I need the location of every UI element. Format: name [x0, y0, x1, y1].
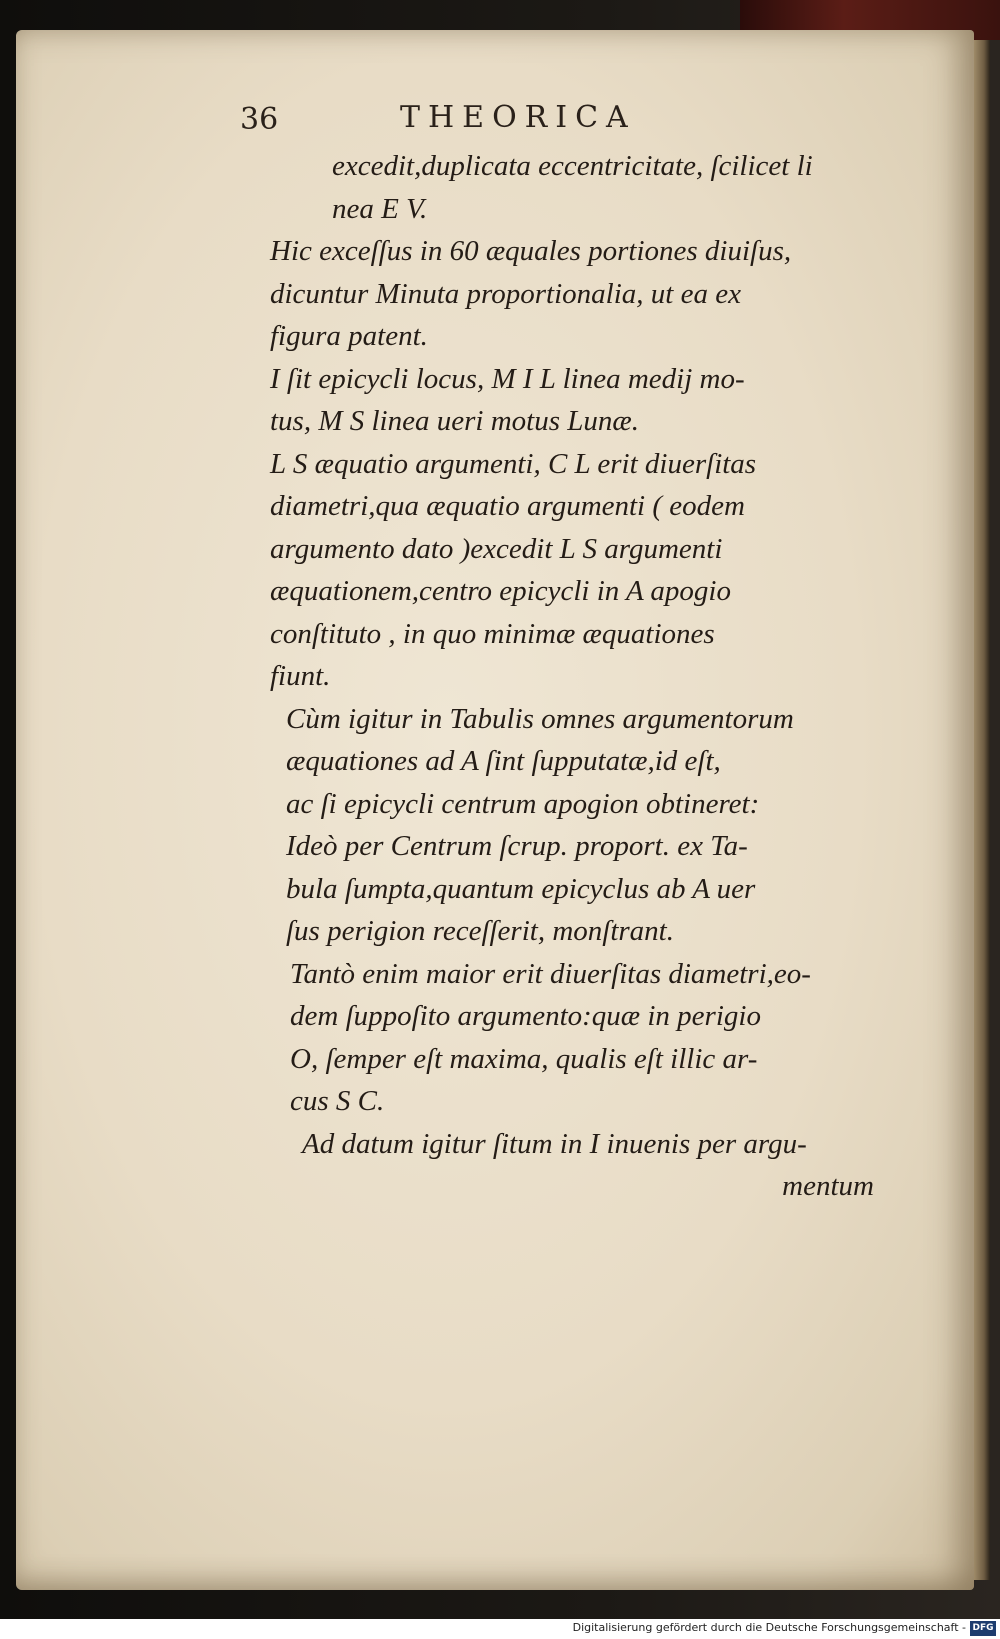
paragraph-1: [270, 145, 890, 230]
footer-bar: [0, 1619, 1000, 1639]
paragraph-5: [270, 698, 890, 953]
paragraph-6: [270, 953, 890, 1123]
text-line: I ſit epicycli locus, M I L linea medij mo-: [270, 362, 745, 395]
text-line: æquationem,centro epicycli in A apogio: [270, 575, 731, 607]
paragraph-7: [270, 1123, 890, 1208]
text-line: æquationes ad A ſint ſupputatæ,id eſt,: [286, 745, 721, 777]
text-line: argumento dato )excedit L S argumenti: [270, 532, 723, 565]
text-line: diametri,qua æquatio argumenti ( eodem: [270, 490, 745, 522]
text-line: conſtituto , in quo minimæ æquationes: [270, 617, 715, 650]
text-line: Ad datum igitur ſitum in I inuenis per argu-: [302, 1127, 807, 1160]
paragraph-4: [270, 443, 890, 698]
text-line: L S æquatio argumenti, C L erit diuerſitas: [270, 447, 757, 480]
text-line: Ideò per Centrum ſcrup. proport. ex Ta-: [286, 830, 748, 862]
text-line: Cùm igitur in Tabulis omnes argumentorum: [286, 702, 794, 735]
text-line: ac ſi epicycli centrum apogion obtineret:: [286, 787, 760, 820]
dfg-logo: DFG: [970, 1621, 996, 1636]
paragraph-2: [270, 230, 890, 358]
text-line: cus S C.: [290, 1085, 385, 1117]
text-line: ſus perigion receſſerit, monſtrant.: [286, 915, 674, 947]
text-line: bula ſumpta,quantum epicyclus ab A uer: [286, 872, 756, 905]
running-title: THEORICA: [400, 100, 636, 135]
catchword: mentum: [782, 1170, 874, 1202]
paragraph-3: [270, 358, 890, 443]
text-line: Tantò enim maior erit diuerſitas diametri,eo-: [290, 957, 811, 990]
funding-credit: Digitalisierung gefördert durch die Deutsche Forschungsgemeinschaft -: [572, 1621, 966, 1634]
body-text: [270, 145, 890, 1208]
text-line: figura patent.: [270, 320, 428, 352]
text-line: excedit,duplicata eccentricitate, ſcilicet li: [332, 150, 813, 182]
text-line: Hic exceſſus in 60 æquales portiones diuiſus,: [270, 235, 792, 267]
text-line: nea E V.: [332, 192, 428, 225]
text-line: dicuntur Minuta proportionalia, ut ea ex: [270, 277, 741, 310]
text-line: dem ſuppoſito argumento:quæ in perigio: [290, 1000, 761, 1032]
running-head: [240, 100, 1000, 140]
text-line: tus, M S linea ueri motus Lunæ.: [270, 405, 639, 437]
text-line: fiunt.: [270, 660, 331, 692]
text-line: O, ſemper eſt maxima, qualis eſt illic ar-: [290, 1042, 758, 1075]
page-number: 36: [240, 102, 279, 137]
